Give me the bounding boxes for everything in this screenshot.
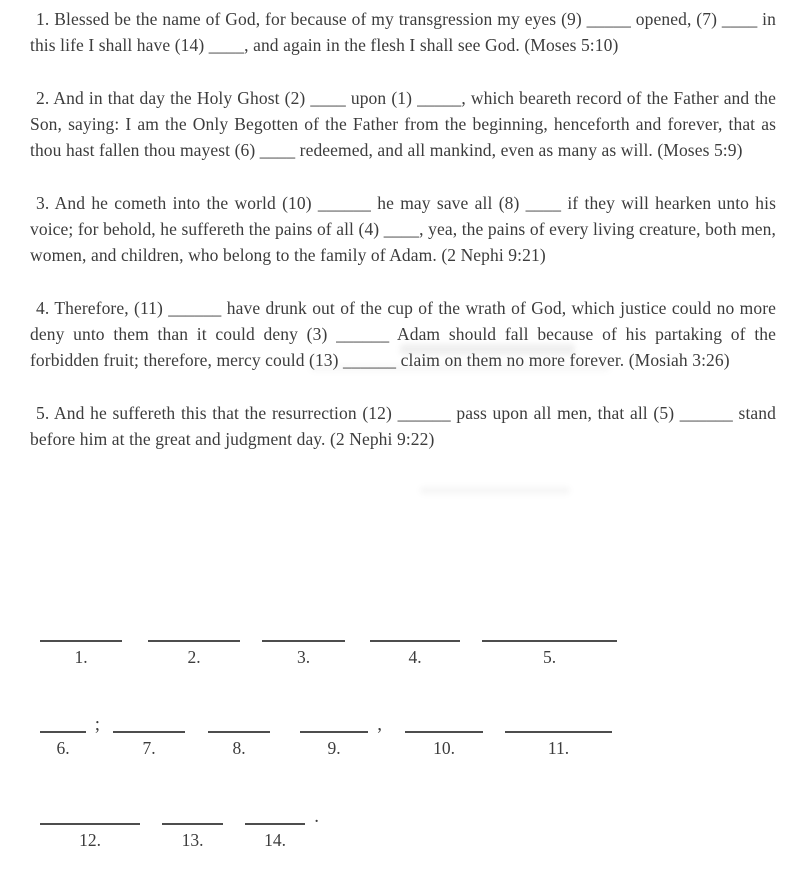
period-mark: .	[314, 806, 319, 827]
answer-slot-number-5: 5.	[542, 647, 557, 667]
answer-slot-number-12: 12.	[79, 830, 101, 850]
answer-slot-number-4: 4.	[408, 647, 422, 667]
passage-1: 1. Blessed be the name of God, for because of my transgression my eyes (9) _____ opened, (7) ____ in this life I shall have (14) ____, and again in the flesh I shall see God. (Moses 5:10)	[30, 9, 776, 55]
answer-slot-10	[405, 718, 483, 759]
answer-slot-1	[40, 627, 122, 668]
answer-blank-line-9	[300, 718, 368, 733]
passage-2: 2. And in that day the Holy Ghost (2) ____ upon (1) _____, which beareth record of the Father and the Son, saying: I am the Only Begotten of the Father from the beginning, henceforth and forever, that as thou hast fallen thou mayest (6) ____ redeemed, and all mankind, even as many as will. (Moses 5:9)	[30, 88, 776, 160]
answer-slot-8	[208, 718, 270, 759]
answer-slot-number-3: 3.	[296, 647, 311, 667]
answer-blank-line-5	[482, 627, 617, 642]
answer-slot-number-1: 1.	[74, 647, 88, 667]
answer-slot-2	[148, 627, 240, 668]
answer-blank-line-4	[370, 627, 460, 642]
answer-slot-11	[505, 718, 612, 759]
answer-blank-line-1	[40, 627, 122, 642]
answer-blank-line-6	[40, 718, 86, 733]
comma-mark: ,	[377, 714, 382, 735]
answer-slot-6	[40, 714, 100, 759]
answer-slot-14	[245, 806, 319, 851]
answer-blank-line-13	[162, 810, 223, 825]
answer-slot-number-14: 14.	[264, 830, 286, 850]
answer-blank-line-3	[262, 627, 345, 642]
answer-slot-3	[262, 627, 345, 668]
answer-blank-line-11	[505, 718, 612, 733]
answer-blank-line-12	[40, 810, 140, 825]
answer-slot-number-2: 2.	[187, 647, 201, 667]
answer-blank-line-10	[405, 718, 483, 733]
answer-blank-line-8	[208, 718, 270, 733]
answer-slot-number-9: 9.	[327, 738, 341, 758]
answer-slot-number-10: 10.	[433, 738, 455, 758]
answer-slot-number-6: 6.	[56, 738, 70, 758]
answer-slot-7	[113, 718, 185, 759]
passage-3: 3. And he cometh into the world (10) ______ he may save all (8) ____ if they will hearken unto his voice; for behold, he suffereth the pains of all (4) ____, yea, the pains of every living creature, both men, women, and children, who belong to the family of Adam. (2 Nephi 9:21)	[30, 193, 776, 265]
answer-blank-line-2	[148, 627, 240, 642]
answer-blank-line-14	[245, 810, 305, 825]
passage-4: 4. Therefore, (11) ______ have drunk out of the cup of the wrath of God, which justice could no more deny unto them than it could deny (3) ______ Adam should fall because of his partaking of the forbidden fruit; therefore, mercy could (13) ______ claim on them no more forever. (Mosiah 3:26)	[30, 298, 776, 370]
answer-slot-number-11: 11.	[547, 738, 570, 758]
answer-slot-12	[40, 810, 140, 851]
answer-blank-line-7	[113, 718, 185, 733]
answer-slot-9	[300, 714, 382, 759]
answer-slot-13	[162, 810, 223, 851]
answer-slot-number-7: 7.	[142, 738, 156, 758]
answer-slot-number-13: 13.	[181, 830, 204, 850]
passage-5: 5. And he suffereth this that the resurrection (12) ______ pass upon all men, that all (5) ______ stand before him at the great and judgment day. (2 Nephi 9:22)	[30, 403, 776, 449]
semicolon-mark: ;	[94, 714, 100, 735]
answer-slot-4	[370, 627, 460, 668]
answer-slot-number-8: 8.	[232, 738, 246, 758]
answer-slot-5	[482, 627, 617, 668]
